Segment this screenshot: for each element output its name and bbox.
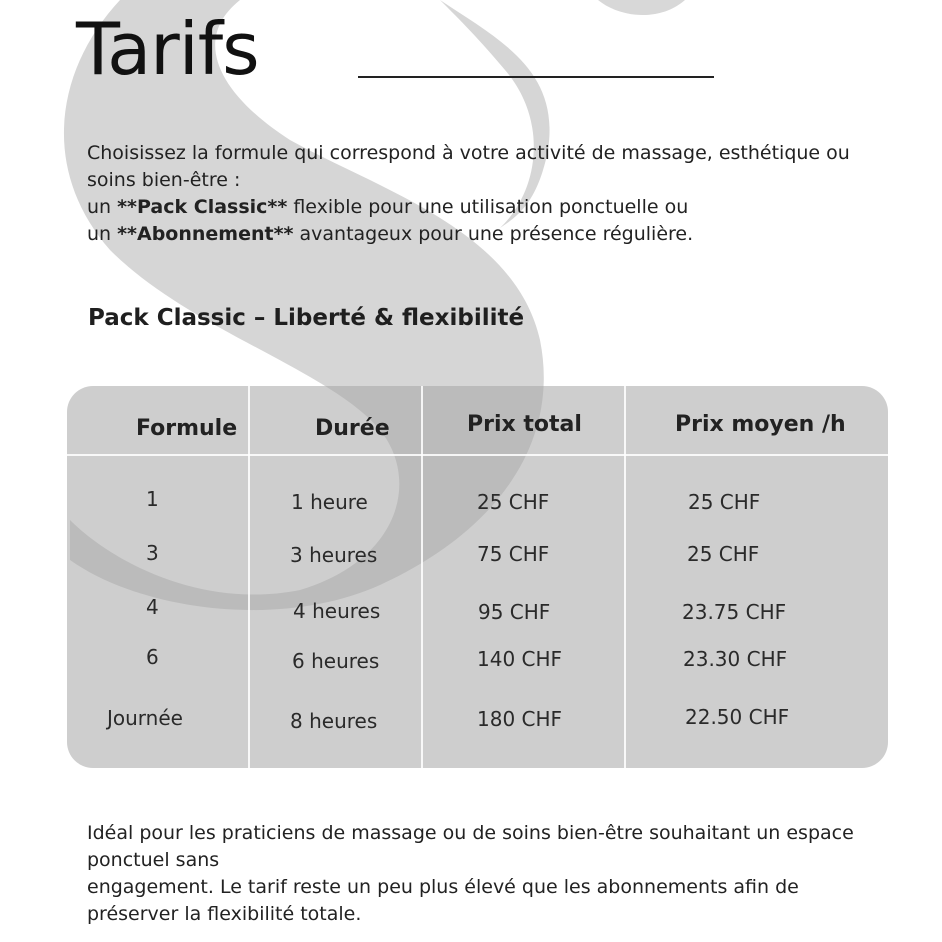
cell-prix-total: 75 CHF — [477, 542, 550, 566]
intro-line: Choisissez la formule qui correspond à votre activité de massage, esthétique ou — [87, 142, 850, 164]
cell-prix-total: 95 CHF — [478, 600, 551, 624]
header-divider — [67, 454, 888, 456]
cell-prix-moyen: 23.30 CHF — [683, 647, 788, 671]
cell-formule: Journée — [107, 706, 183, 730]
abonnement-bold: **Abonnement** — [117, 223, 294, 245]
header-prix-total: Prix total — [467, 412, 582, 437]
cell-prix-total: 180 CHF — [477, 707, 563, 731]
title-underline — [358, 76, 714, 78]
intro-line-abonnement — [87, 221, 897, 248]
cell-prix-total: 140 CHF — [477, 647, 563, 671]
cell-formule: 6 — [146, 645, 159, 669]
intro-suffix: flexible pour une utilisation ponctuelle ou — [287, 196, 689, 218]
cell-prix-moyen: 23.75 CHF — [682, 600, 787, 624]
cell-duree: 8 heures — [290, 709, 378, 733]
column-divider — [624, 386, 626, 768]
cell-duree: 6 heures — [292, 649, 380, 673]
section-title: Pack Classic – Liberté & flexibilité — [88, 305, 525, 331]
cell-formule: 4 — [146, 595, 159, 619]
column-divider — [248, 386, 250, 768]
cell-prix-moyen: 22.50 CHF — [685, 705, 790, 729]
cell-prix-moyen: 25 CHF — [688, 490, 761, 514]
footer-line: Idéal pour les praticiens de massage ou de soins bien-être souhaitant un espace — [87, 822, 854, 844]
intro-line: soins bien-être : — [87, 169, 241, 191]
cell-duree: 3 heures — [290, 543, 378, 567]
page-title: Tarifs — [76, 7, 259, 91]
cell-formule: 1 — [146, 487, 159, 511]
column-divider — [421, 386, 423, 768]
header-formule: Formule — [136, 416, 238, 441]
header-prix-moyen: Prix moyen /h — [675, 412, 846, 437]
footer-line: engagement. Le tarif reste un peu plus élevé que les abonnements afin de — [87, 876, 799, 898]
intro-text — [87, 140, 897, 248]
intro-suffix: avantageux pour une présence régulière. — [293, 223, 694, 245]
header-duree: Durée — [315, 416, 390, 441]
footer-line: ponctuel sans — [87, 849, 220, 871]
footer-text — [87, 820, 907, 928]
cell-prix-moyen: 25 CHF — [687, 542, 760, 566]
cell-duree: 1 heure — [291, 490, 368, 514]
cell-formule: 3 — [146, 541, 159, 565]
pack-classic-bold: **Pack Classic** — [117, 196, 288, 218]
intro-prefix: un — [87, 196, 118, 218]
intro-line-pack — [87, 194, 897, 221]
intro-prefix: un — [87, 223, 118, 245]
cell-duree: 4 heures — [293, 599, 381, 623]
footer-line: préserver la flexibilité totale. — [87, 903, 362, 925]
pricing-table — [67, 386, 888, 768]
cell-prix-total: 25 CHF — [477, 490, 550, 514]
